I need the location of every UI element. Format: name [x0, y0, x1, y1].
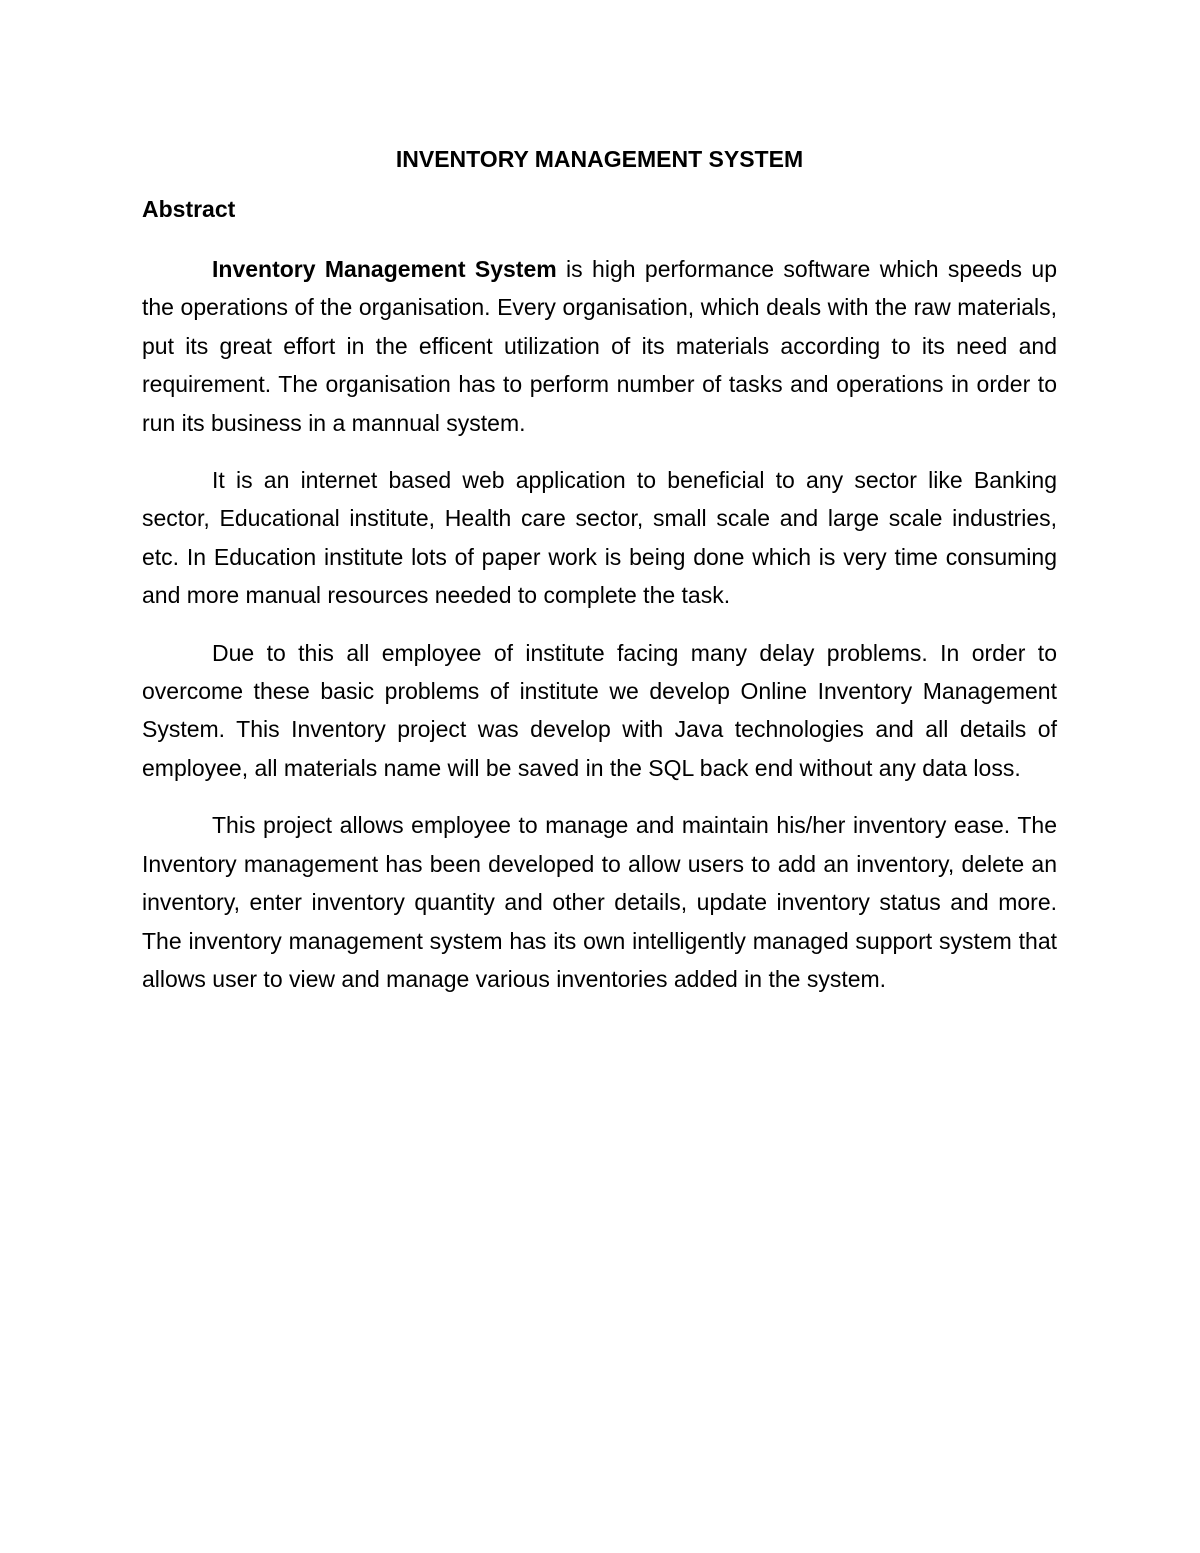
- abstract-paragraph-2: It is an internet based web application to beneficial to any sector like Banking sector, Educational institute, Health care sector, small scale and large scale industries, etc. In Education institute lots of paper work is being done which is very time consuming and more manual resources needed to complete the task.: [142, 467, 1057, 609]
- paragraph-text: is high performance software which speeds up the operations of the organisation. Every organisation, which deals with the raw materials, put its great effort in the efficent utilization of its materials according to its need and requirement. The organisation has to perform number of tasks and operations in order to run its business in a mannual system.: [142, 256, 1057, 436]
- document-title: INVENTORY MANAGEMENT SYSTEM: [395, 146, 804, 172]
- paragraph-bold-lead: Inventory Management System: [212, 256, 557, 282]
- abstract-paragraph-1: [142, 250, 1057, 442]
- abstract-paragraph-4: This project allows employee to manage and maintain his/her inventory ease. The Inventory management has been developed to allow users to add an inventory, delete an inventory, enter inventory quantity and other details, update inventory status and more. The inventory management system has its own intelligently managed support system that allows user to view and manage various inventories added in the system.: [142, 812, 1057, 992]
- document-page: [142, 140, 1057, 1017]
- section-heading-abstract: Abstract: [142, 196, 236, 222]
- abstract-paragraph-3: Due to this all employee of institute facing many delay problems. In order to overcome these basic problems of institute we develop Online Inventory Management System. This Inventory project was develop with Java technologies and all details of employee, all materials name will be saved in the SQL back end without any data loss.: [142, 639, 1057, 781]
